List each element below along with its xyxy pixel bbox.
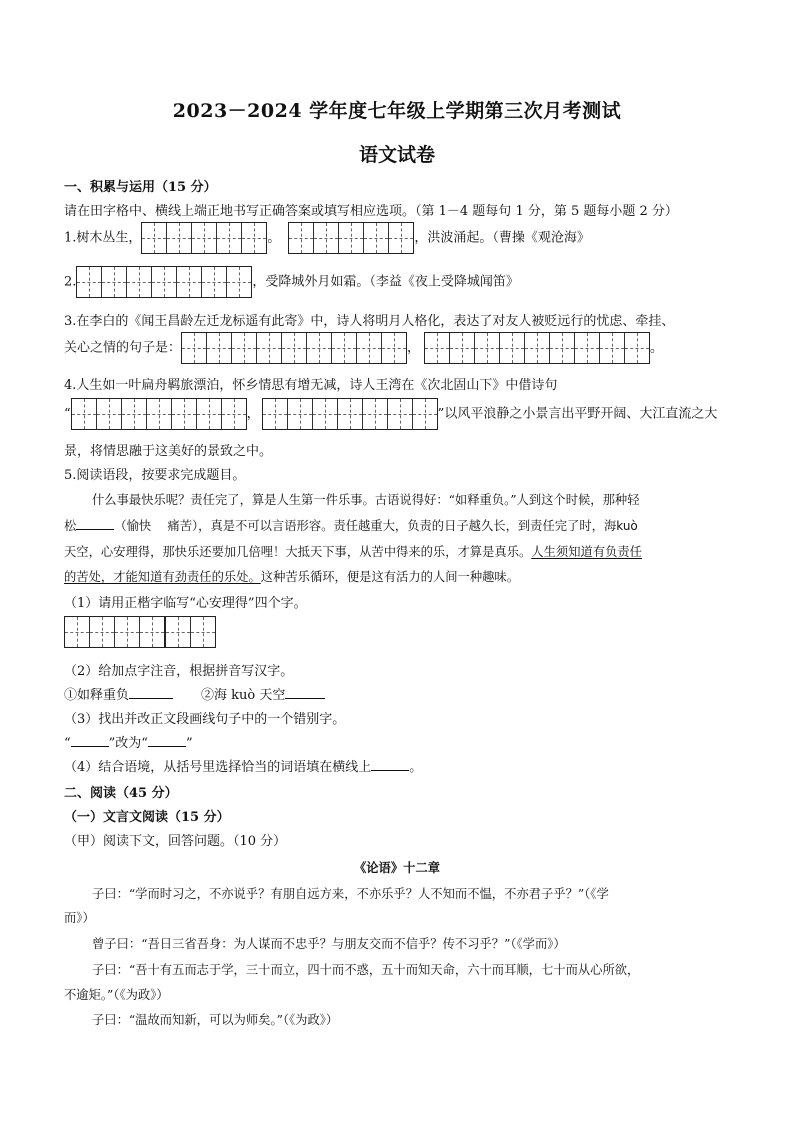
answer-grid[interactable] [424,332,650,364]
section-heading-2: 二、阅读（45 分） [64,786,178,801]
fill-blank[interactable] [71,733,109,747]
passage-line [64,567,519,585]
classical-line: 子曰：“温故而知新，可以为师矣。”（《为政》） [92,1013,339,1027]
sub-question-3: （3）找出并改正文段画线句子中的一个错别字。 [64,712,346,727]
answer-grid[interactable] [64,616,165,648]
sub-question-2-items [64,684,325,703]
passage-text: 松 [64,519,77,533]
classical-line: 子曰：“吾十有五而志于学，三十而立，四十而不惑，五十而知天命，六十而耳顺，七十而从心所欲， [92,963,640,977]
q1-lead: 1.树木丛生， [64,230,142,246]
copy-grid-row [64,616,216,648]
fill-blank[interactable] [129,685,173,699]
section-heading-1: 一、积累与运用（15 分） [64,180,217,195]
reading-instruction: （甲）阅读下文，回答问题。（10 分） [64,834,287,849]
fill-blank[interactable] [148,733,186,747]
q3-end: 。 [650,340,664,356]
sub4-text: （4）结合语境，从括号里选择恰当的词语填在横线上 [64,760,372,775]
classical-line: 曾子曰：“吾日三省吾身：为人谋而不忠乎？与朋友交而不信乎？传不习乎？”（《学而》） [92,937,566,951]
quote-mark: ” [185,736,193,751]
pinyin-text: kuò [616,519,638,533]
passage-line [64,542,642,560]
q2-tail: ，受降城外月如霜。（李益《夜上受降城闻笛》 [252,274,519,290]
subsection-heading: （一）文言文阅读（15 分） [64,810,230,825]
question-4-line2 [64,398,717,430]
q4-sep: ， [246,406,260,422]
classical-line: 不逾矩。”（《为政》） [64,988,169,1002]
text-title: 《论语》十二章 [353,860,441,875]
answer-grid[interactable] [76,266,252,298]
question-2 [64,266,519,298]
page-title: 2023－2024 学年度七年级上学期第三次月考测试 [172,100,622,122]
passage-text: 这种苦乐循环，便是这有活力的人间一种趣味。 [260,570,520,584]
classical-line: 子曰：“学而时习之，不亦说乎？有朋自远方来，不亦乐乎？人不知而不愠，不亦君子乎？”（《学 [92,887,609,901]
passage-line [64,516,638,534]
q1-tail: ，洪波涌起。（曹操《观沧海》 [414,230,590,246]
question-3-line2 [64,332,663,364]
q3-lead: 关心之情的句子是： [64,340,182,356]
passage-line: 什么事最快乐呢？责任完了，算是人生第一件乐事。古语说得好：“如释重负。”人到这个时候，那种轻 [92,493,640,507]
instruction-text: 请在田字格中、横线上端正地书写正确答案或填写相应选项。（第 1－4 题每句 1 分，第 5 题每小题 2 分） [64,204,678,219]
answer-grid[interactable] [262,398,438,430]
correction-label: ”改为“ [108,736,148,751]
q1-sep: 。 [267,230,281,246]
sub-question-2: （2）给加点字注音，根据拼音写汉字。 [64,664,294,679]
quote-mark: “ [64,736,71,751]
classical-line: 而》） [64,911,95,925]
q3-sep: ， [407,340,421,356]
sub4-end: 。 [409,760,423,775]
fill-blank[interactable] [285,685,325,699]
item-a: ①如释重负 [64,688,130,703]
answer-grid[interactable] [71,398,247,430]
sub-question-1: （1）请用正楷字临写“心安理得”四个字。 [64,596,307,611]
fill-blank[interactable] [371,757,409,771]
sub-question-4 [64,756,422,775]
question-4-line1: 4.人生如一叶扁舟羁旅漂泊，怀乡情思有增无减，诗人王湾在《次北固山下》中借诗句 [64,378,558,393]
question-4-line3: 景，将情思融于这美好的景致之中。 [64,444,273,459]
passage-text: （愉快 痛苦），真是不可以言语形容。责任越重大，负责的日子越久长，到责任完了时，海 [114,519,617,533]
q4-open-quote: “ [64,406,71,422]
answer-grid[interactable] [165,616,216,648]
sub-question-3-answer [64,732,193,751]
underlined-sentence: 的苦处，才能知道有劲责任的乐处。 [64,570,261,584]
answer-grid[interactable] [181,332,407,364]
page-subtitle: 语文试卷 [358,144,435,166]
underlined-sentence: 人生须知道有负责任 [531,545,642,559]
question-1 [64,222,590,254]
question-3-line1: 3.在李白的《闻王昌龄左迁龙标遥有此寄》中，诗人将明月人格化，表达了对友人被贬远行的忧虑、牵挂、 [64,314,675,329]
fill-blank[interactable] [76,516,114,530]
answer-grid[interactable] [141,222,267,254]
question-5-lead: 5.阅读语段，按要求完成题目。 [64,468,246,483]
answer-grid[interactable] [288,222,414,254]
item-b: ②海 kuò 天空 [201,688,286,703]
passage-text: 天空，心安理得，那快乐还要加几倍哩！大抵天下事，从苦中得来的乐，才算是真乐。 [64,545,532,559]
q2-lead: 2. [64,274,77,290]
q4-tail: ”以风平浪静之小景言出平野开阔、大江直流之大 [437,406,718,422]
